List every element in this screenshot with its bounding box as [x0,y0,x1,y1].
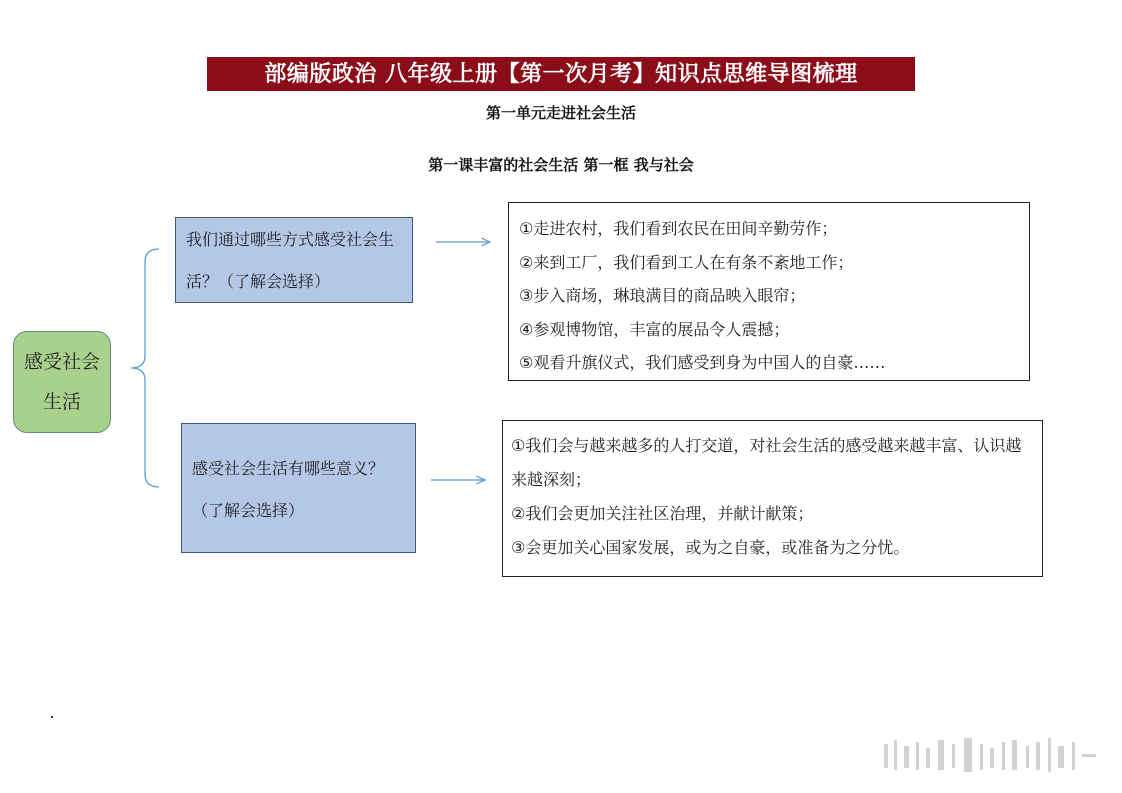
answer-1-item-2: ②来到工厂，我们看到工人在有条不紊地工作； [519,252,854,272]
question-2-text: 感受社会生活有哪些意义？（了解会选择） [192,459,385,520]
answer-1-item-3: ③步入商场，琳琅满目的商品映入眼帘； [519,286,806,305]
answer-2-item-2: ②我们会更加关注社区治理，并献计献策； [511,504,814,523]
answer-1-item-1: ①走进农村，我们看到农民在田间辛勤劳作； [519,219,838,238]
answer-2-item-3: ③会更加关心国家发展，或为之自豪，或准备为之分忧。 [511,538,910,557]
answer-box-2 [502,420,1043,577]
stray-dot [51,716,53,718]
question-1-text: 我们通过哪些方式感受社会生活？（了解会选择） [186,230,395,291]
root-node [13,331,111,433]
root-bracket [131,249,159,487]
answer-1-item-5: ⑤观看升旗仪式，我们感受到身为中国人的自豪…… [519,353,886,372]
answer-box-1 [508,202,1030,381]
root-node-label: 感受社会生活 [24,351,101,413]
question-box-1 [175,217,413,303]
answer-2-item-1: ①我们会与越来越多的人打交道，对社会生活的感受越来越丰富、认识越来越深刻； [511,436,1022,489]
question-box-2 [181,423,416,553]
lesson-title: 第一课丰富的社会生活 第一框 我与社会 [428,156,694,174]
watermark-mark [880,736,1100,776]
answer-1-item-4: ④参观博物馆，丰富的展品令人震撼； [519,319,790,339]
unit-title: 第一单元走进社会生活 [485,104,636,122]
page-title: 部编版政治 八年级上册【第一次月考】知识点思维导图梳理 [207,57,915,91]
